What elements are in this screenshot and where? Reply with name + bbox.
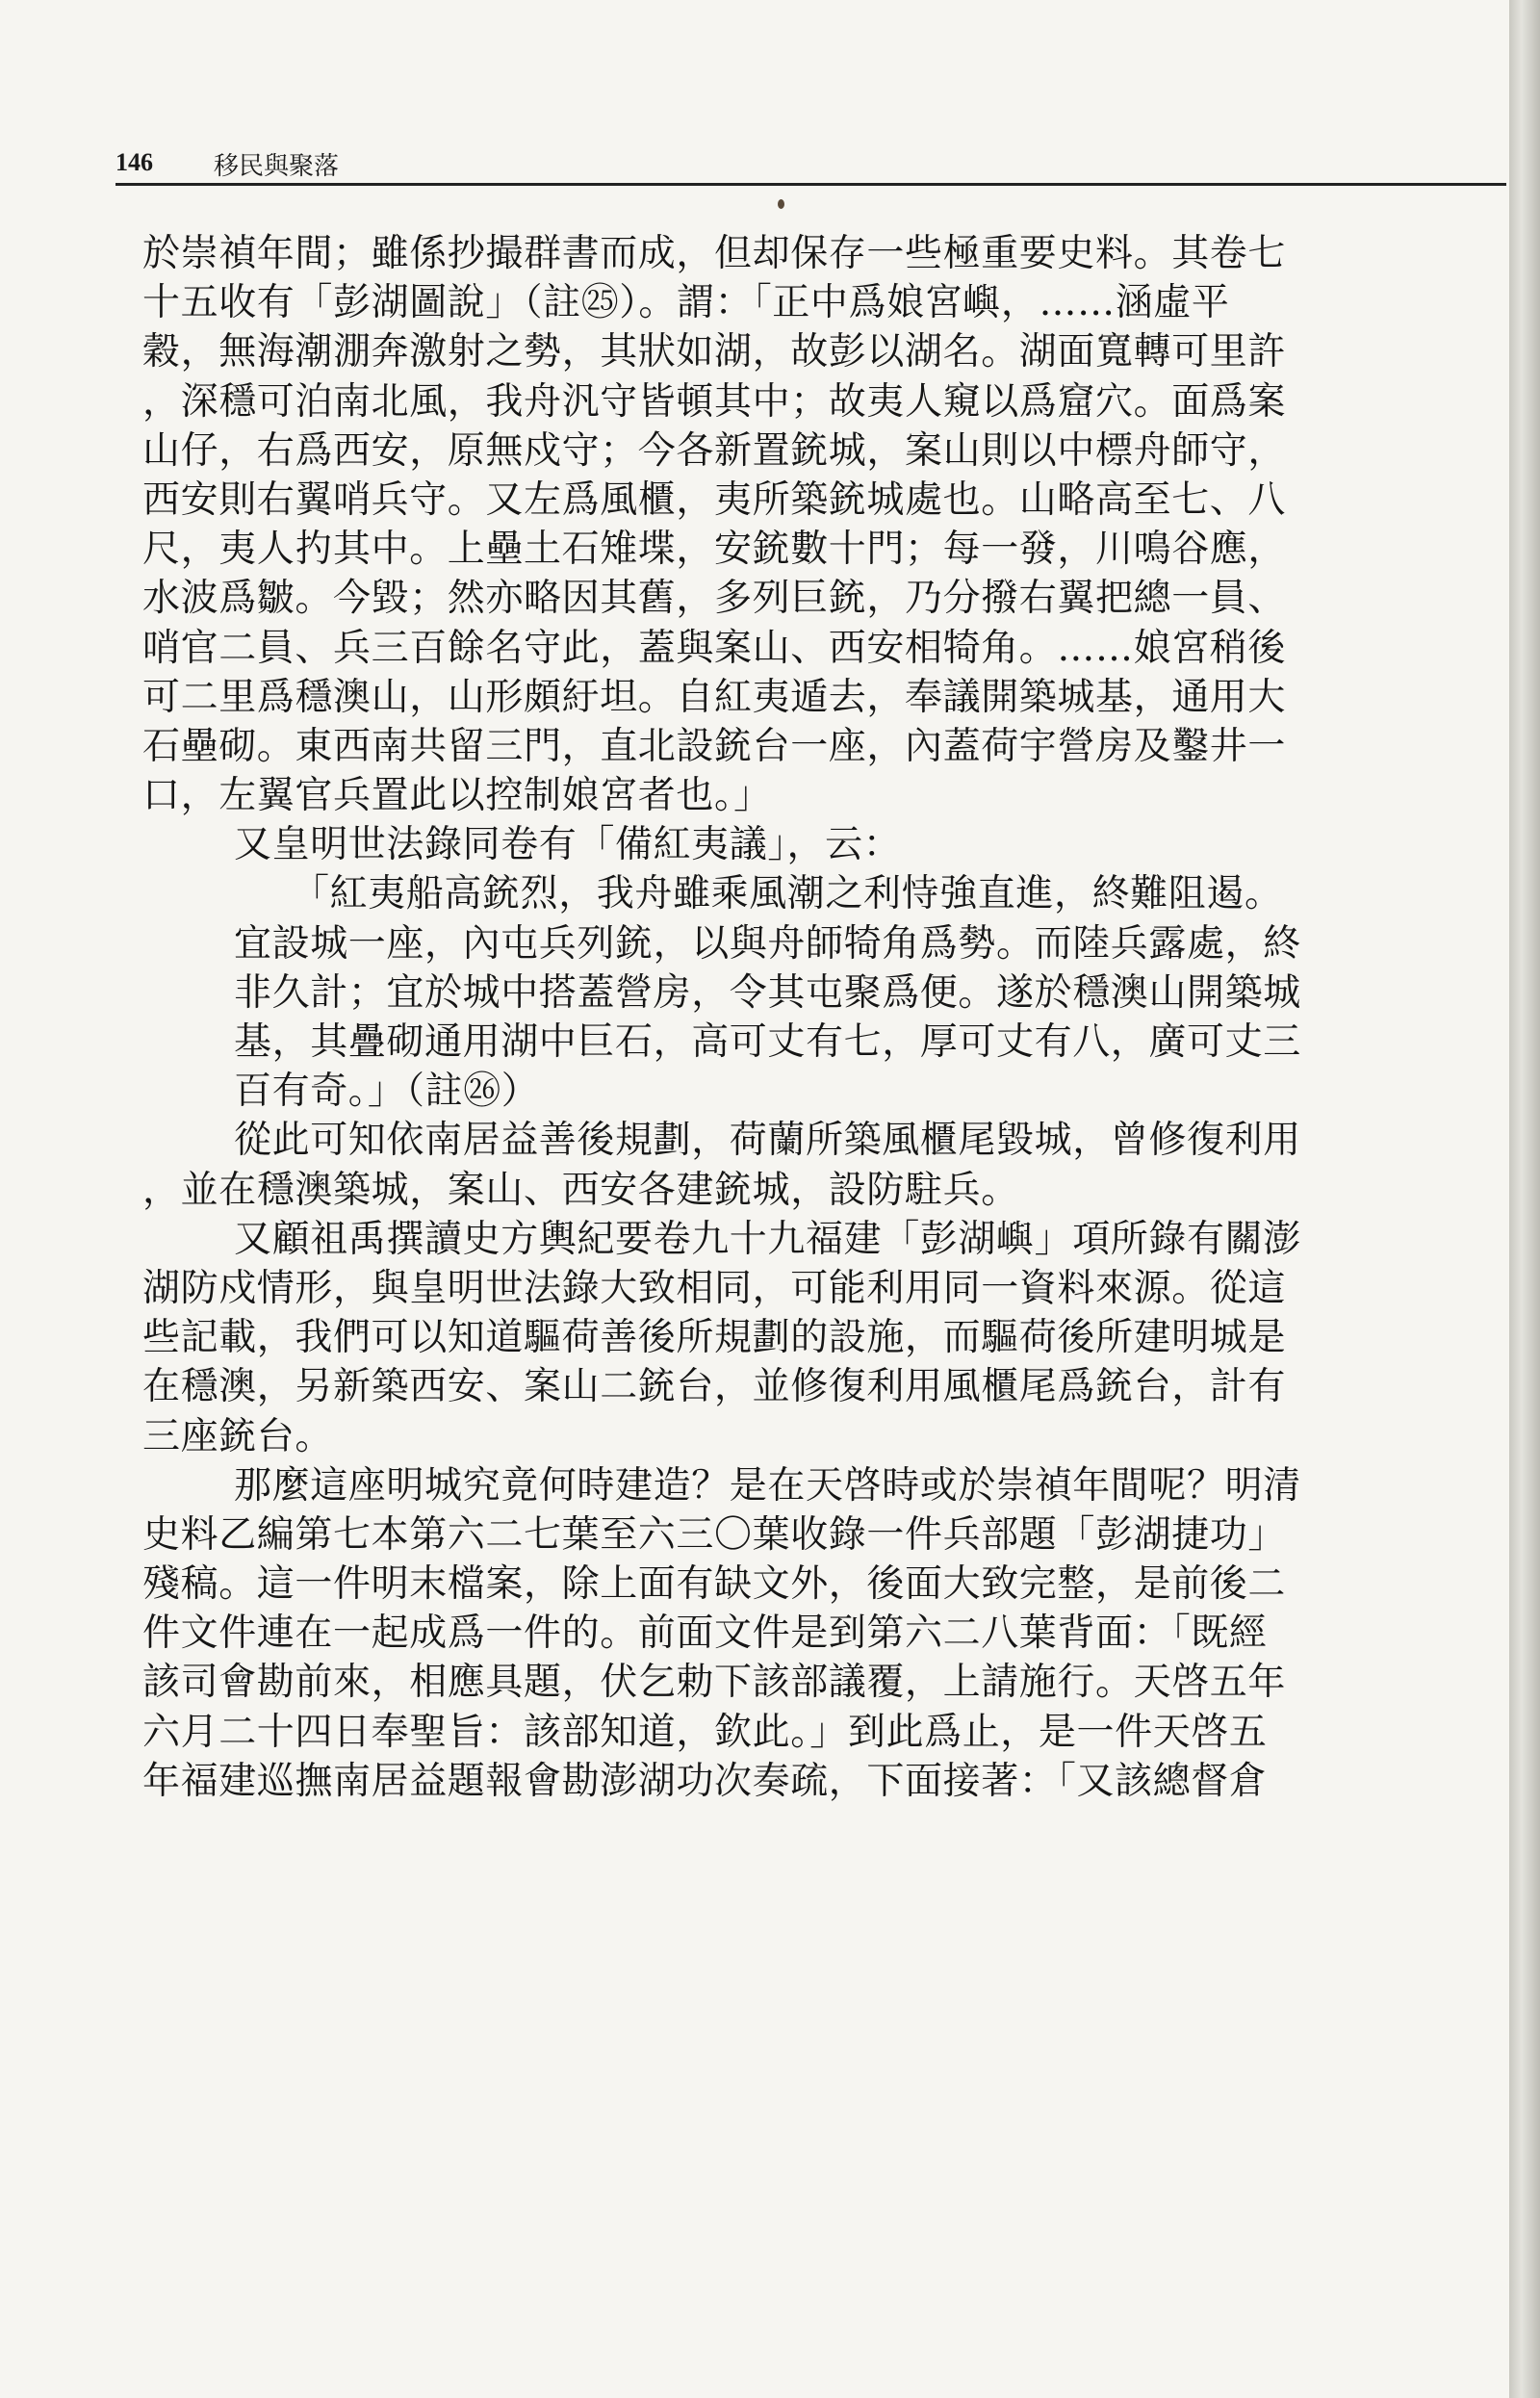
page-number: 146	[116, 148, 153, 176]
paragraph-start-line: 又顧祖禹撰讀史方輿紀要卷九十九福建「彭湖嶼」項所錄有關澎	[234, 1217, 1301, 1261]
running-title: 移民與聚落	[214, 152, 340, 181]
text-line: ，深穩可泊南北風，我舟汎守皆頓其中；故夷人窺以爲窟穴。面爲案	[142, 379, 1287, 424]
ink-speck	[778, 199, 784, 209]
paragraph-start-line: 從此可知依南居益善後規劃，荷蘭所築風櫃尾毀城，曾修復利用	[234, 1119, 1301, 1163]
text-line: 殘稿。這一件明末檔案，除上面有缺文外，後面大致完整，是前後二	[142, 1562, 1287, 1607]
text-line: 西安則右翼哨兵守。又左爲風櫃，夷所築銃城處也。山略高至七、八	[142, 477, 1287, 522]
page-edge	[1509, 0, 1540, 2398]
text-line: 該司會勘前來，相應具題，伏乞勅下該部議覆，上請施行。天啓五年	[142, 1661, 1287, 1705]
text-line: 口，左翼官兵置此以控制娘宮者也。」	[142, 774, 772, 818]
text-line: 石壘砌。東西南共留三門，直北設銃台一座，內蓋荷宇營房及鑿井一	[142, 724, 1287, 768]
text-line: ，並在穩澳築城，案山、西安各建銃城，設防駐兵。	[142, 1168, 1019, 1212]
text-line: 在穩澳，另新築西安、案山二銃台，並修復利用風櫃尾爲銃台，計有	[142, 1365, 1287, 1409]
text-line: 尺，夷人扚其中。上壘土石雉堞，安銃數十門；每一發，川鳴谷應，	[142, 528, 1287, 572]
block-quote-line: 宜設城一座，內屯兵列銃，以與舟師犄角爲勢。而陸兵露處，終	[234, 921, 1301, 966]
text-line: 些記載，我們可以知道驅荷善後所規劃的設施，而驅荷後所建明城是	[142, 1316, 1287, 1360]
paragraph-start-line: 那麼這座明城究竟何時建造？是在天啓時或於崇禎年間呢？明清	[234, 1463, 1301, 1508]
header-rule	[116, 183, 1506, 186]
text-line: 水波爲皺。今毀；然亦略因其舊，多列巨銃，乃分撥右翼把總一員、	[142, 577, 1287, 621]
text-line: 於崇禎年間；雖係抄撮群書而成，但却保存一些極重要史料。其卷七	[142, 232, 1287, 275]
block-quote-line: 百有奇。」（註㉖）	[234, 1070, 540, 1114]
text-line: 湖防戍情形，與皇明世法錄大致相同，可能利用同一資料來源。從這	[142, 1266, 1287, 1310]
text-line: 年福建巡撫南居益題報會勘澎湖功次奏疏，下面接著：「又該總督倉	[142, 1759, 1268, 1803]
text-line: 可二里爲穩澳山，山形頗紆坦。自紅夷遁去，奉議開築城基，通用大	[142, 675, 1287, 719]
page-header	[116, 144, 1502, 183]
block-quote-line: 「紅夷船高銃烈，我舟雖乘風潮之利恃強直進，終難阻遏。	[292, 872, 1283, 916]
body-text	[142, 229, 1495, 1806]
text-line: 件文件連在一起成爲一件的。前面文件是到第六二八葉背面：「既經	[142, 1612, 1268, 1656]
paragraph-start-line: 又皇明世法錄同卷有「備紅夷議」，云：	[234, 823, 902, 867]
text-line: 史料乙編第七本第六二七葉至六三〇葉收錄一件兵部題「彭湖捷功」	[142, 1512, 1287, 1557]
text-line: 三座銃台。	[142, 1414, 334, 1458]
text-line: 山仔，右爲西安，原無戍守；今各新置銃城，案山則以中標舟師守，	[142, 428, 1287, 473]
text-line: 六月二十四日奉聖旨：該部知道，欽此。」到此爲止，是一件天啓五	[142, 1710, 1268, 1754]
block-quote-line: 基，其疊砌通用湖中巨石，高可丈有七，厚可丈有八，廣可丈三	[234, 1020, 1301, 1064]
block-quote-line: 非久計；宜於城中搭蓋營房，令其屯聚爲便。遂於穩澳山開築城	[234, 970, 1301, 1015]
text-line: 穀，無海潮淜奔激射之勢，其狀如湖，故彭以湖名。湖面寬轉可里許	[142, 330, 1287, 374]
text-line: 哨官二員、兵三百餘名守此，蓋與案山、西安相犄角。……娘宮稍後	[142, 626, 1287, 670]
text-line: 十五收有「彭湖圖說」（註㉕）。謂：「正中爲娘宮嶼，……涵虛平	[142, 281, 1230, 325]
